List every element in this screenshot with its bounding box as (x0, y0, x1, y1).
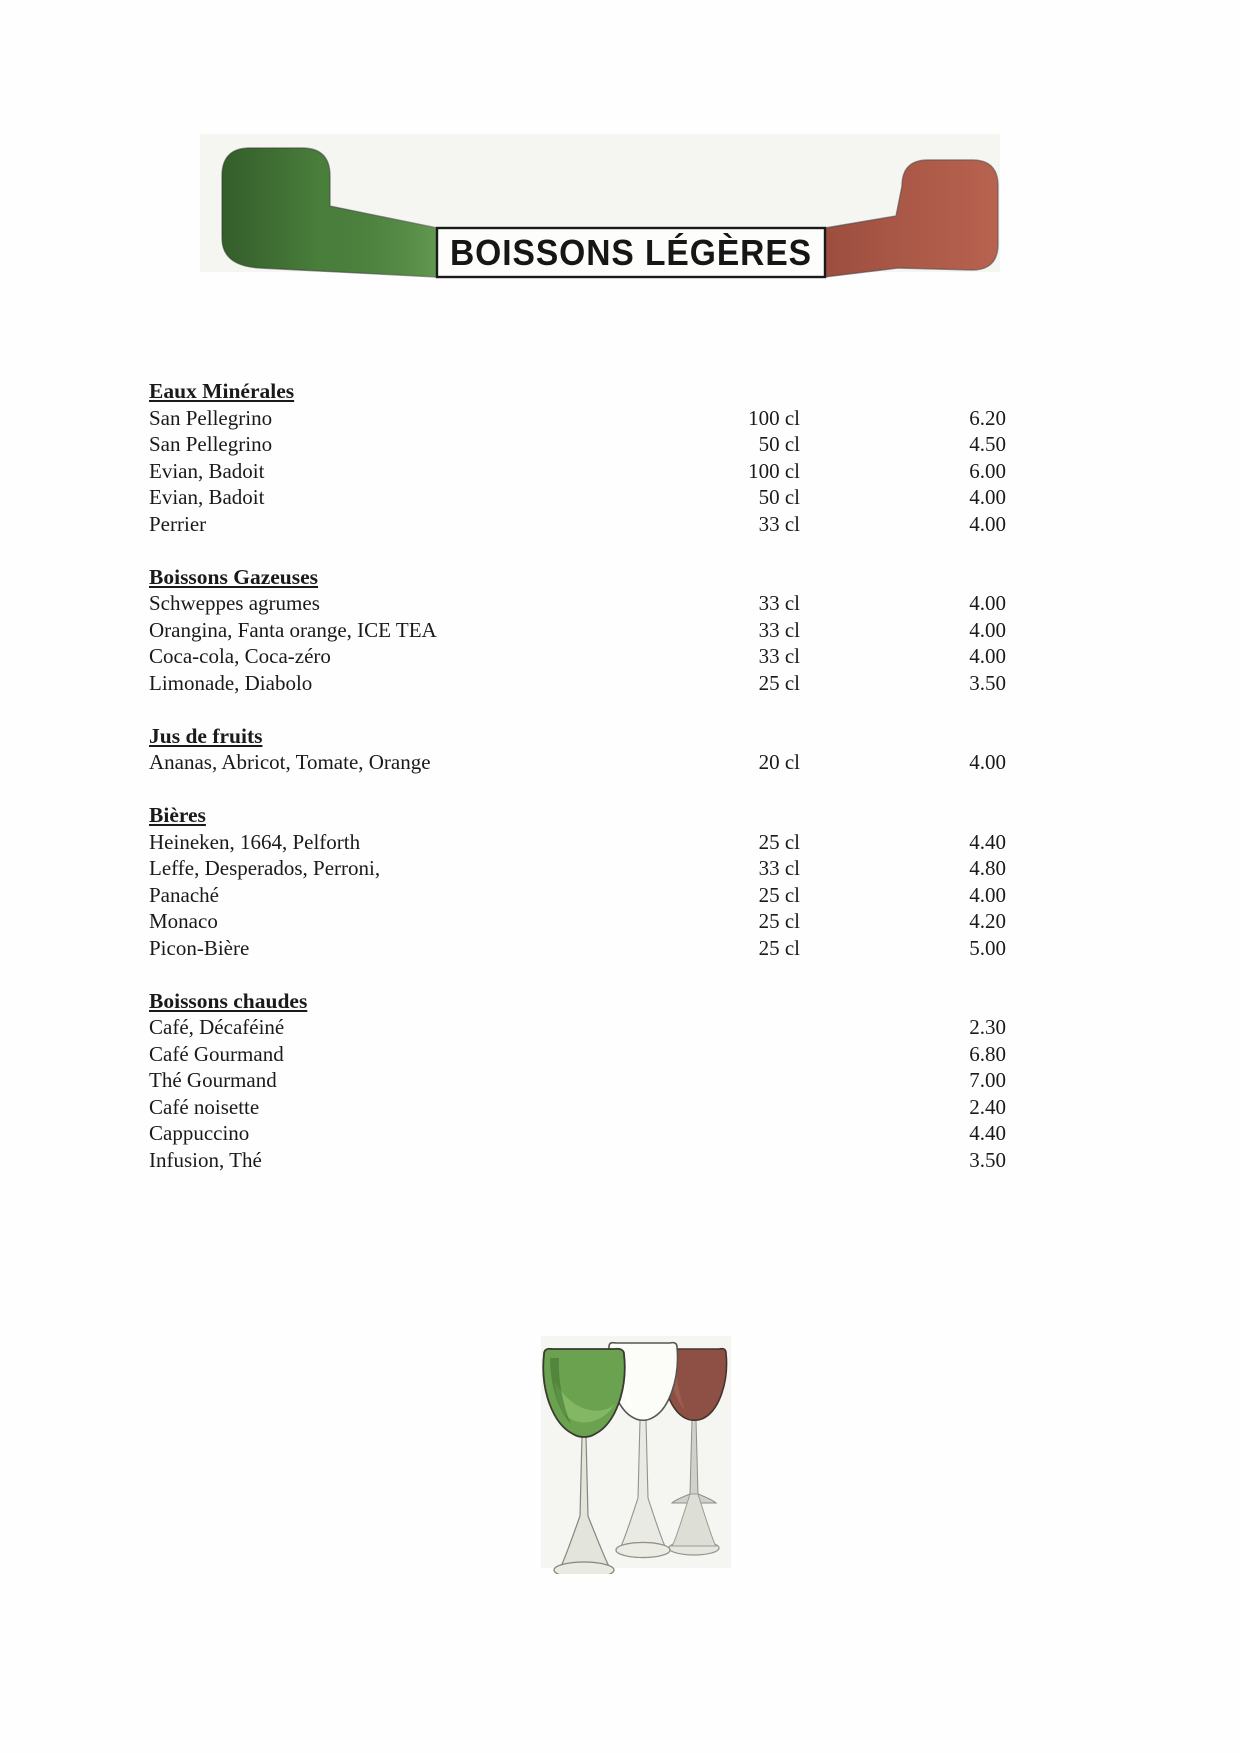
section-title: Eaux Minérales (149, 379, 295, 403)
banner-title: BOISSONS LÉGÈRES (450, 232, 812, 273)
menu-row (149, 484, 1006, 511)
item-name: Heineken, 1664, Pelforth (149, 829, 361, 854)
menu-row (149, 1120, 1006, 1147)
menu-section (149, 802, 1006, 961)
item-name: Picon-Bière (149, 935, 250, 960)
section-rows (149, 1014, 1006, 1173)
item-volume: 25 cl (758, 935, 800, 960)
item-volume: 33 cl (758, 856, 800, 880)
item-name: Limonade, Diabolo (149, 670, 313, 695)
item-price: 6.80 (969, 1041, 1006, 1066)
item-name: Coca-cola, Coca-zéro (149, 644, 331, 668)
item-volume (670, 1041, 800, 1068)
section-rows (149, 829, 1006, 962)
menu-row (149, 431, 1006, 458)
section-rows (149, 749, 1006, 776)
menu-section (149, 564, 1006, 697)
item-volume: 33 cl (758, 617, 800, 642)
section-title: Boissons chaudes (149, 988, 308, 1013)
menu-row (149, 643, 1006, 670)
item-name: Panaché (149, 882, 219, 907)
item-name: Schweppes agrumes (149, 591, 320, 615)
item-price: 7.00 (969, 1068, 1006, 1092)
wine-glasses-svg (535, 1322, 735, 1574)
item-volume (670, 1094, 800, 1121)
item-volume: 33 cl (758, 591, 800, 615)
section-rows (149, 405, 1006, 538)
item-price: 4.20 (969, 909, 1006, 933)
ribbon-banner-svg (200, 134, 1000, 280)
item-name: Café Gourmand (149, 1041, 284, 1066)
menu-row (149, 882, 1006, 909)
menu-row (149, 1014, 1006, 1041)
menu-row (149, 935, 1006, 962)
item-volume: 20 cl (758, 750, 800, 774)
menu-row (149, 511, 1006, 538)
menu-row (149, 1147, 1006, 1174)
item-volume (670, 1147, 800, 1174)
item-volume: 50 cl (758, 485, 800, 509)
menu-row (149, 1067, 1006, 1094)
item-price: 3.50 (969, 670, 1006, 695)
item-volume: 25 cl (758, 882, 800, 907)
item-volume: 25 cl (758, 829, 800, 854)
item-name: Leffe, Desperados, Perroni, (149, 856, 381, 880)
section-title: Bières (149, 803, 206, 827)
item-volume (670, 1120, 800, 1147)
item-volume: 25 cl (758, 670, 800, 695)
item-name: Cappuccino (149, 1121, 250, 1145)
item-price: 4.80 (969, 856, 1006, 880)
menu-row (149, 1041, 1006, 1068)
item-volume: 100 cl (748, 405, 800, 430)
item-price: 5.00 (969, 935, 1006, 960)
menu-row (149, 458, 1006, 485)
item-price: 4.00 (969, 644, 1006, 668)
item-price: 2.30 (969, 1015, 1006, 1039)
item-name: Café noisette (149, 1094, 260, 1119)
item-volume: 100 cl (748, 458, 800, 483)
item-name: Evian, Badoit (149, 458, 265, 483)
item-price: 6.00 (969, 458, 1006, 483)
item-name: Monaco (149, 909, 218, 933)
menu-row (149, 617, 1006, 644)
item-name: Ananas, Abricot, Tomate, Orange (149, 750, 431, 774)
section-title: Boissons Gazeuses (149, 564, 319, 589)
item-name: Café, Décaféiné (149, 1015, 285, 1039)
item-name: Evian, Badoit (149, 485, 265, 509)
menu-section (149, 378, 1006, 537)
menu-row (149, 590, 1006, 617)
item-price: 4.00 (969, 750, 1006, 774)
item-name: Perrier (149, 511, 207, 536)
menu-row (149, 1094, 1006, 1121)
section-title: Jus de fruits (149, 723, 263, 748)
item-volume: 50 cl (758, 432, 800, 456)
item-volume: 33 cl (758, 644, 800, 668)
item-price: 4.00 (969, 485, 1006, 509)
item-name: Thé Gourmand (149, 1068, 277, 1092)
item-price: 4.00 (969, 882, 1006, 907)
menu-row (149, 405, 1006, 432)
menu-row (149, 829, 1006, 856)
item-price: 4.40 (969, 1121, 1006, 1145)
menu-row (149, 855, 1006, 882)
item-price: 3.50 (969, 1147, 1006, 1172)
menu (149, 378, 1006, 1200)
item-volume: 33 cl (758, 511, 800, 536)
item-volume (670, 1067, 800, 1094)
menu-section (149, 988, 1006, 1174)
item-volume: 25 cl (758, 909, 800, 933)
item-name: San Pellegrino (149, 432, 273, 456)
item-volume (670, 1014, 800, 1041)
menu-row (149, 670, 1006, 697)
item-name: San Pellegrino (149, 405, 273, 430)
item-price: 4.00 (969, 511, 1006, 536)
wine-glasses-image (535, 1322, 735, 1574)
section-rows (149, 590, 1006, 696)
menu-section (149, 723, 1006, 776)
item-price: 4.50 (969, 432, 1006, 456)
menu-sections (149, 378, 1006, 1173)
item-name: Infusion, Thé (149, 1147, 262, 1172)
menu-row (149, 908, 1006, 935)
menu-row (149, 749, 1006, 776)
item-price: 2.40 (969, 1094, 1006, 1119)
item-name: Orangina, Fanta orange, ICE TEA (149, 617, 437, 642)
item-price: 4.00 (969, 617, 1006, 642)
banner (200, 134, 1000, 280)
item-price: 4.00 (969, 591, 1006, 615)
item-price: 6.20 (969, 405, 1006, 430)
item-price: 4.40 (969, 829, 1006, 854)
